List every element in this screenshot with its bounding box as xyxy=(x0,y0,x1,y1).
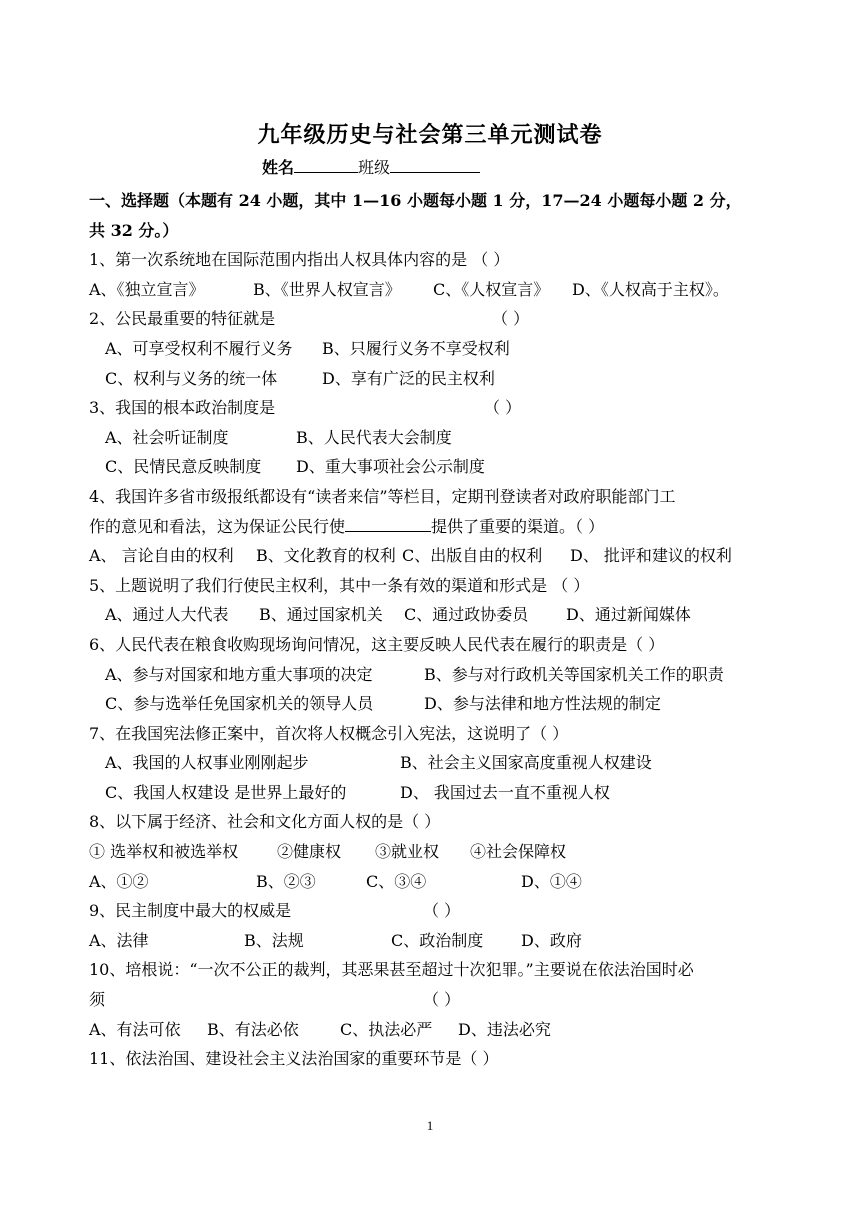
question-2-stem xyxy=(89,304,749,334)
option-b: B、社会主义国家高度重视人权建设 xyxy=(400,753,652,773)
class-label: 班级 xyxy=(358,158,391,177)
option-c: C、参与选举任免国家机关的领导人员 xyxy=(105,694,374,714)
section-heading-line2: 共 32 分。） xyxy=(89,220,179,240)
question-2-text: 2、公民最重要的特征就是 xyxy=(89,309,276,329)
question-10-options xyxy=(89,1015,749,1045)
option-b: B、《世界人权宣言》 xyxy=(253,279,401,299)
answer-paren: （ ） xyxy=(492,309,530,329)
item-2: ②健康权 xyxy=(277,842,342,862)
option-a: A、可享受权利不履行义务 xyxy=(105,338,293,358)
answer-paren: （ ） xyxy=(423,901,461,921)
question-10-stem-line2 xyxy=(89,985,749,1015)
page-title: 九年级历史与社会第三单元测试卷 xyxy=(257,122,603,148)
option-a: A、法律 xyxy=(89,930,149,950)
option-b: B、参与对行政机关等国家机关工作的职责 xyxy=(424,664,724,684)
question-4-text-b: 提供了重要的渠道。（ ） xyxy=(431,516,605,536)
option-d: D、①④ xyxy=(521,871,582,891)
question-3-options-row2 xyxy=(89,452,749,482)
option-d: D、 我国过去一直不重视人权 xyxy=(400,782,610,802)
item-4: ④社会保障权 xyxy=(470,842,567,862)
name-class-line xyxy=(262,155,480,178)
page-number: 1 xyxy=(426,1118,434,1133)
option-b: B、通过国家机关 xyxy=(259,605,383,625)
question-4-options xyxy=(89,541,749,571)
question-1-stem: 1、第一次系统地在国际范围内指出人权具体内容的是 （ ） xyxy=(89,250,510,270)
question-7-options-row2 xyxy=(89,778,749,808)
question-4-stem-line2 xyxy=(89,512,749,542)
option-b: B、法规 xyxy=(244,930,304,950)
option-a: A、①② xyxy=(89,871,149,891)
question-8-items xyxy=(89,837,749,867)
section-heading-line1: 一、选择题（本题有 24 小题，其中 1—16 小题每小题 1 分，17—24 小题每小题 2 分， xyxy=(89,191,742,210)
option-a: A、参与对国家和地方重大事项的决定 xyxy=(105,664,373,684)
question-11-stem: 11、依法治国、建设社会主义法治国家的重要环节是（ ） xyxy=(89,1049,499,1069)
option-d: D、享有广泛的民主权利 xyxy=(322,368,495,388)
question-1-options xyxy=(89,275,749,305)
option-c: C、③④ xyxy=(366,871,427,891)
option-a: A、我国的人权事业刚刚起步 xyxy=(105,753,309,773)
option-d: D、《人权高于主权》。 xyxy=(572,279,729,299)
option-c: C、通过政协委员 xyxy=(404,605,529,625)
question-6-options-row1 xyxy=(89,660,749,690)
option-b: B、人民代表大会制度 xyxy=(296,427,452,447)
question-2-options-row1 xyxy=(89,334,749,364)
option-c: C、权利与义务的统一体 xyxy=(105,368,278,388)
question-4-text-a: 作的意见和看法，这为保证公民行使 xyxy=(89,516,346,536)
question-6-options-row2 xyxy=(89,689,749,719)
question-2-options-row2 xyxy=(89,364,749,394)
name-label: 姓名 xyxy=(262,158,295,177)
question-list xyxy=(89,186,749,1074)
question-4-stem-line1: 4、我国许多省市级报纸都设有“读者来信”等栏目，定期刊登读者对政府职能部门工 xyxy=(89,486,676,506)
option-d: D、参与法律和地方性法规的制定 xyxy=(424,694,661,714)
option-c: C、我国人权建设 是世界上最好的 xyxy=(105,782,347,802)
answer-paren: （ ） xyxy=(423,990,461,1010)
question-3-text: 3、我国的根本政治制度是 xyxy=(89,398,276,418)
option-d: D、通过新闻媒体 xyxy=(566,605,691,625)
option-a: A、通过人大代表 xyxy=(105,605,229,625)
item-3: ③就业权 xyxy=(375,842,440,862)
question-10-stem-line1: 10、培根说：“一次不公正的裁判，其恶果甚至超过十次犯罪。”主要说在依法治国时必 xyxy=(89,960,694,980)
option-b: B、只履行义务不享受权利 xyxy=(322,338,510,358)
question-8-options xyxy=(89,867,749,897)
option-c: C、《人权宣言》 xyxy=(433,279,550,299)
option-d: D、 批评和建议的权利 xyxy=(570,546,732,566)
option-b: B、②③ xyxy=(256,871,316,891)
option-a: A、社会听证制度 xyxy=(105,427,229,447)
question-9-options xyxy=(89,926,749,956)
class-blank[interactable] xyxy=(390,156,480,173)
question-5-stem: 5、上题说明了我们行使民主权利，其中一条有效的渠道和形式是 （ ） xyxy=(89,575,590,595)
question-9-text: 9、民主制度中最大的权威是 xyxy=(89,901,292,921)
option-b: B、文化教育的权利 xyxy=(256,546,396,566)
option-c: C、执法必严 xyxy=(340,1019,433,1039)
question-9-stem xyxy=(89,896,749,926)
question-3-stem xyxy=(89,393,749,423)
option-b: B、有法必依 xyxy=(207,1019,299,1039)
question-6-stem: 6、人民代表在粮食收购现场询问情况，这主要反映人民代表在履行的职责是（ ） xyxy=(89,634,665,654)
question-3-options-row1 xyxy=(89,423,749,453)
fill-blank[interactable] xyxy=(345,515,431,532)
question-5-options xyxy=(89,600,749,630)
item-1: ① 选举权和被选举权 xyxy=(89,842,239,862)
option-d: D、违法必究 xyxy=(458,1019,551,1039)
option-a: A、《独立宣言》 xyxy=(89,279,205,299)
question-8-stem: 8、以下属于经济、社会和文化方面人权的是（ ） xyxy=(89,812,441,832)
name-blank[interactable] xyxy=(294,156,358,173)
option-d: D、重大事项社会公示制度 xyxy=(296,457,485,477)
question-7-options-row1 xyxy=(89,748,749,778)
question-7-stem: 7、在我国宪法修正案中，首次将人权概念引入宪法，这说明了（ ） xyxy=(89,723,569,743)
option-c: C、政治制度 xyxy=(391,930,484,950)
option-a: A、 言论自由的权利 xyxy=(89,546,234,566)
question-10-text: 须 xyxy=(89,990,106,1010)
answer-paren: （ ） xyxy=(484,398,522,418)
option-a: A、有法可依 xyxy=(89,1019,181,1039)
option-c: C、民情民意反映制度 xyxy=(105,457,262,477)
option-c: C、出版自由的权利 xyxy=(402,546,543,566)
option-d: D、政府 xyxy=(521,930,582,950)
